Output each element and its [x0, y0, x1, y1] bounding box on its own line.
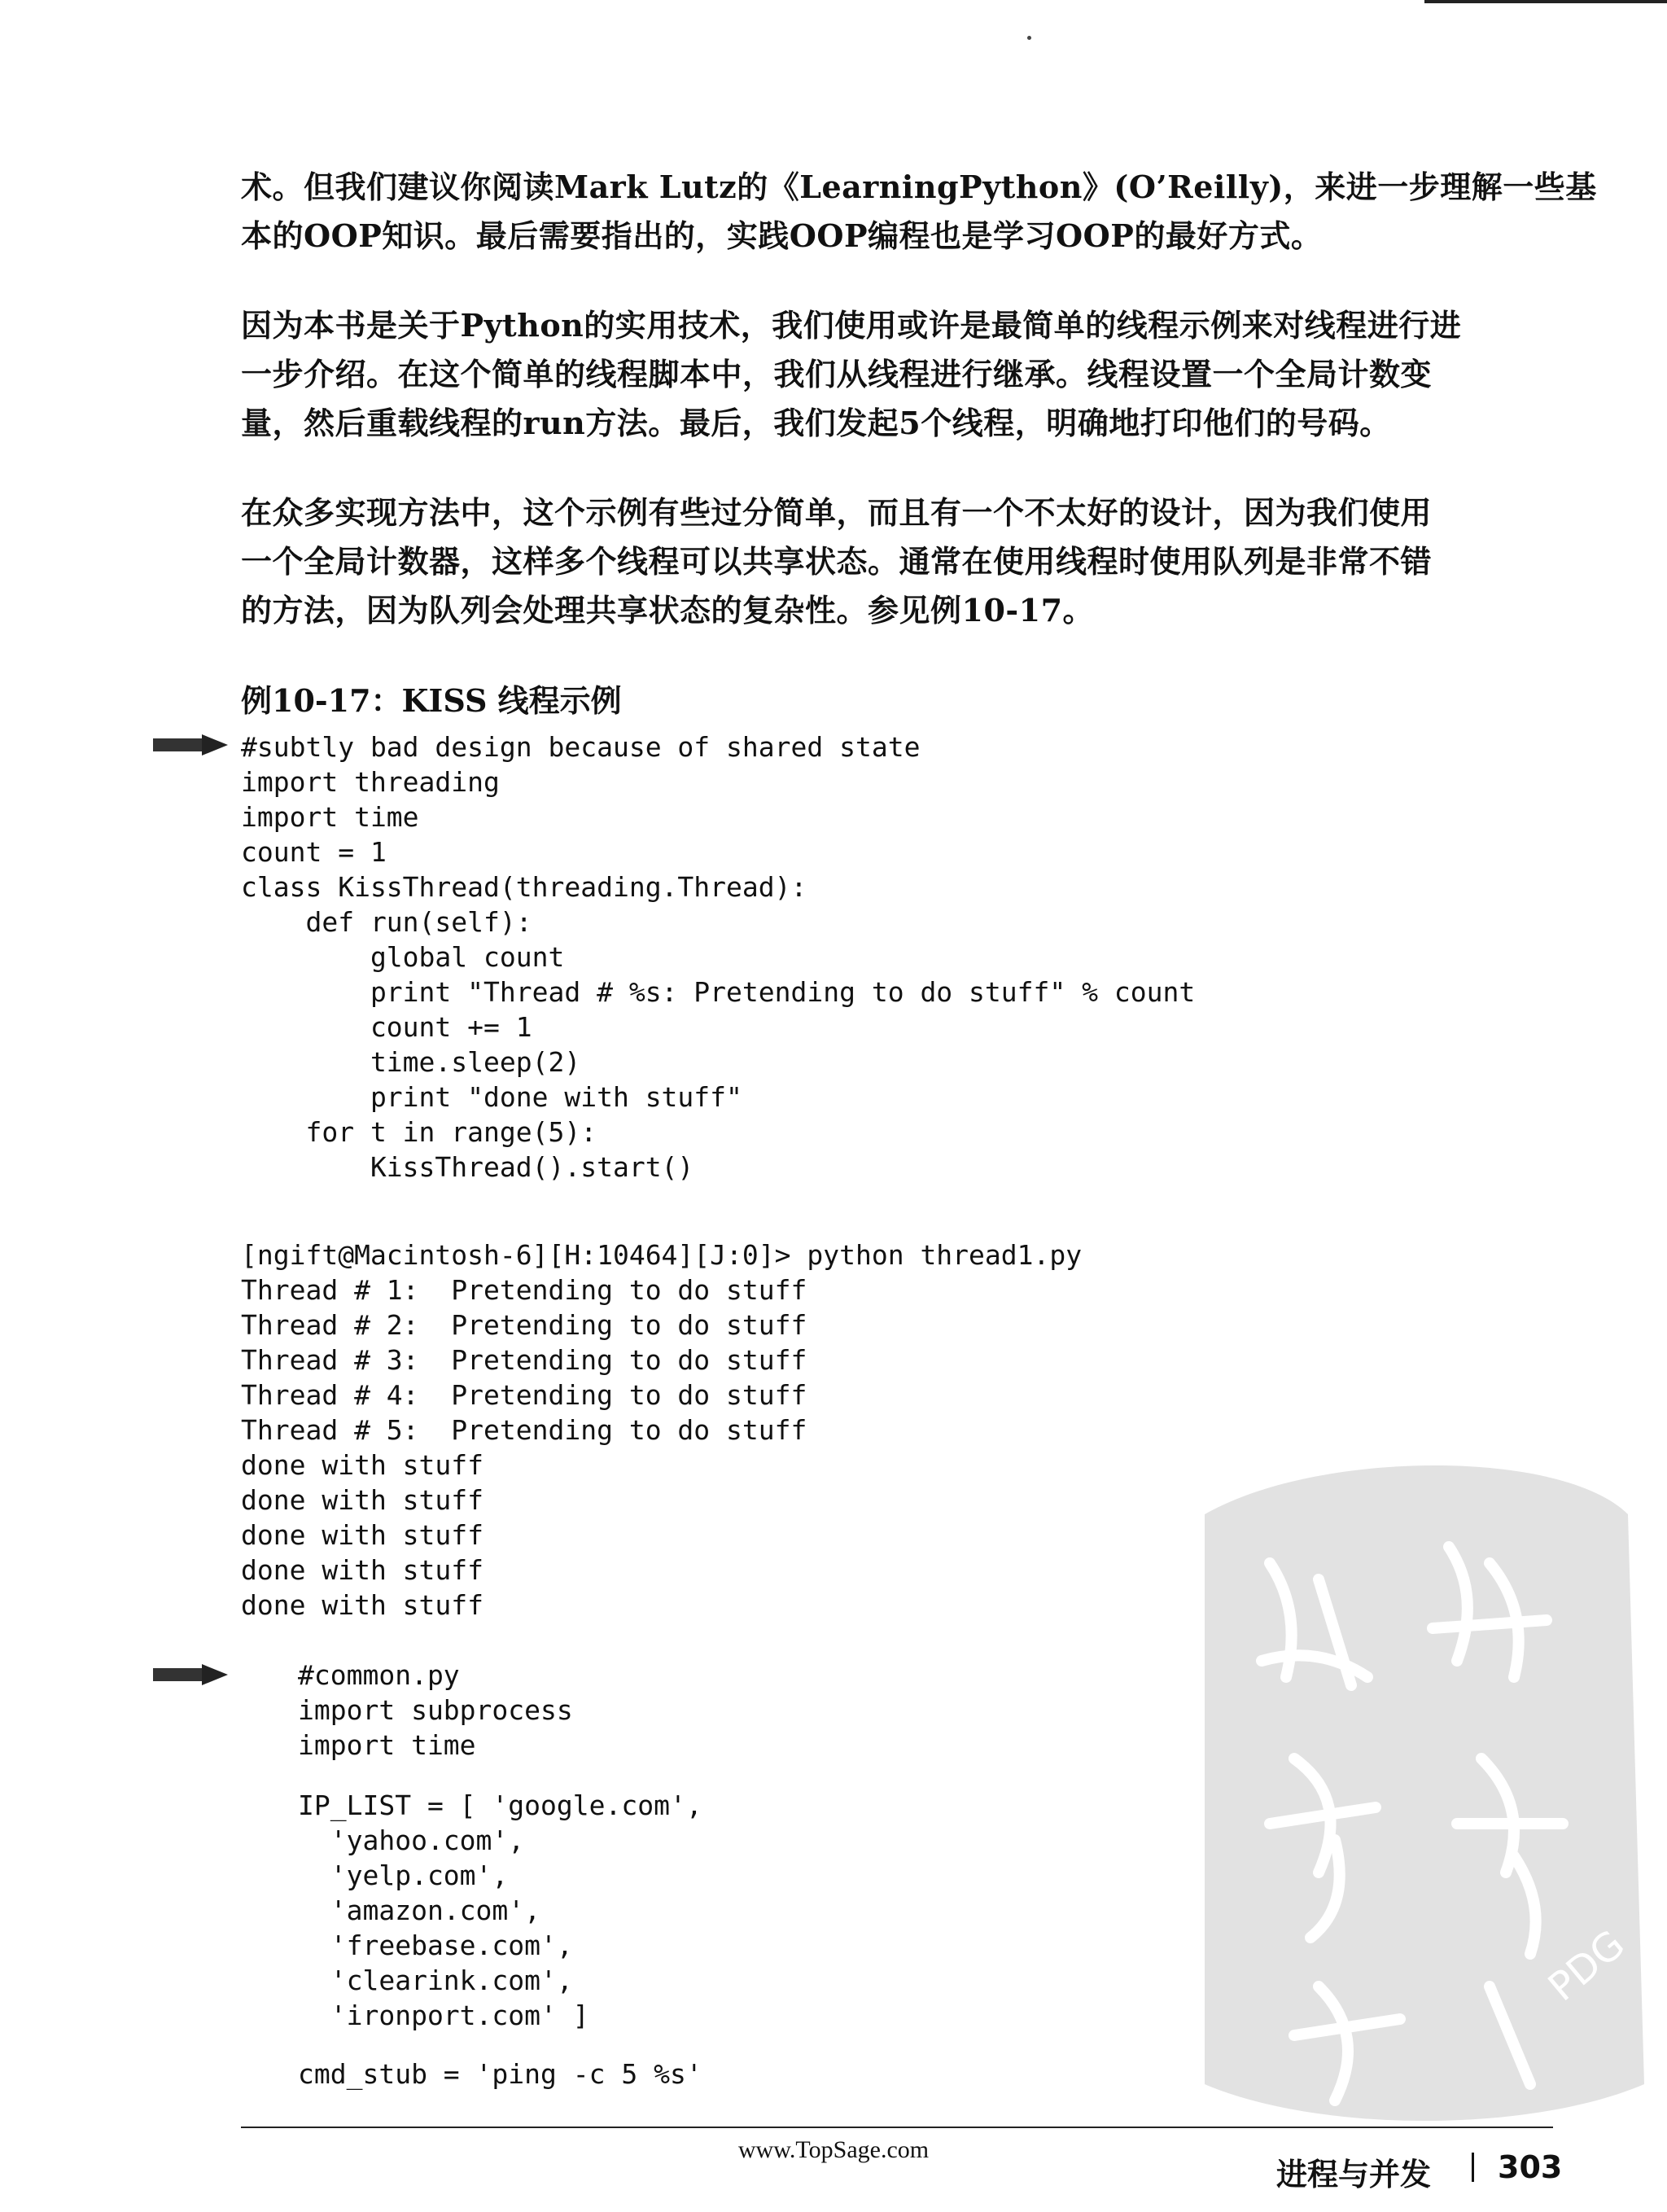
terminal-line: done with stuff — [241, 1449, 484, 1481]
code-line: global count — [241, 941, 565, 973]
terminal-output-block — [241, 1237, 1082, 1623]
paragraph-line: 在众多实现方法中，这个示例有些过分简单，而且有一个不太好的设计，因为我们使用 — [241, 494, 1433, 531]
code-line: 'yahoo.com', — [298, 1824, 525, 1856]
code-line: cmd_stub = 'ping -c 5 %s' — [298, 2058, 702, 2090]
terminal-line: Thread # 2: Pretending to do stuff — [241, 1309, 807, 1341]
code-block-ip-list — [298, 1788, 702, 2033]
code-line: time.sleep(2) — [241, 1046, 581, 1078]
terminal-line: Thread # 4: Pretending to do stuff — [241, 1379, 807, 1411]
code-line: for t in range(5): — [241, 1116, 597, 1148]
paragraph-line: 术。但我们建议你阅读Mark Lutz的《LearningPython》(O’Reilly)，来进一步理解一些基 — [241, 169, 1597, 205]
code-line: 'amazon.com', — [298, 1894, 541, 1926]
code-line: count += 1 — [241, 1011, 532, 1043]
code-line: 'yelp.com', — [298, 1859, 509, 1891]
seal-pdg-text: PDG — [1539, 1921, 1634, 2011]
paragraph-line: 本的OOP知识。最后需要指出的，实践OOP编程也是学习OOP的最好方式。 — [241, 217, 1323, 254]
code-line: #common.py — [298, 1659, 460, 1691]
paragraph-line: 的方法，因为队列会处理共享状态的复杂性。参见例10-17。 — [241, 592, 1095, 629]
footer-page-number: 303 — [1498, 2149, 1563, 2185]
code-line: 'ironport.com' ] — [298, 2000, 589, 2031]
terminal-line: Thread # 3: Pretending to do stuff — [241, 1344, 807, 1376]
code-line: count = 1 — [241, 836, 387, 868]
example-caption: 例10-17：KISS 线程示例 — [241, 682, 622, 719]
code-block-kiss-thread — [241, 729, 1195, 1185]
terminal-line: done with stuff — [241, 1484, 484, 1516]
arrow-marker-icon — [153, 734, 228, 756]
code-line: print "done with stuff" — [241, 1081, 742, 1113]
paragraph-line: 因为本书是关于Python的实用技术，我们使用或许是最简单的线程示例来对线程进行进 — [241, 307, 1462, 344]
code-block-common-imports — [298, 1658, 573, 1763]
paragraph-line: 一步介绍。在这个简单的线程脚本中，我们从线程进行继承。线程设置一个全局计数变 — [241, 356, 1433, 392]
code-line: import time — [298, 1729, 476, 1761]
code-line: 'clearink.com', — [298, 1965, 573, 1996]
terminal-line: done with stuff — [241, 1554, 484, 1586]
code-line: print "Thread # %s: Pretending to do stuff" % count — [241, 976, 1196, 1008]
code-line: class KissThread(threading.Thread): — [241, 871, 807, 903]
code-block-cmd-stub — [298, 2057, 702, 2092]
code-line: IP_LIST = [ 'google.com', — [298, 1789, 702, 1821]
code-line: import subprocess — [298, 1694, 573, 1726]
paragraph-line: 量，然后重载线程的run方法。最后，我们发起5个线程，明确地打印他们的号码。 — [241, 405, 1391, 441]
seal-watermark — [1107, 1417, 1660, 2149]
footer-chapter-title: 进程与并发 — [1276, 2157, 1432, 2192]
paragraph-line: 一个全局计数器，这样多个线程可以共享状态。通常在使用线程时使用队列是非常不错 — [241, 543, 1433, 580]
terminal-line: done with stuff — [241, 1519, 484, 1551]
footer-website: www.TopSage.com — [737, 2136, 930, 2163]
terminal-line: done with stuff — [241, 1589, 484, 1621]
code-line: import time — [241, 801, 419, 833]
paragraph-shared-state — [241, 488, 1560, 635]
footer-rule — [241, 2127, 1553, 2128]
code-line: #subtly bad design because of shared state — [241, 731, 921, 763]
terminal-line: Thread # 5: Pretending to do stuff — [241, 1414, 807, 1446]
code-line: KissThread().start() — [241, 1151, 694, 1183]
arrow-marker-icon — [153, 1664, 228, 1685]
terminal-line: [ngift@Macintosh-6][H:10464][J:0]> python thread1.py — [241, 1239, 1083, 1271]
code-line: 'freebase.com', — [298, 1929, 573, 1961]
code-line: def run(self): — [241, 906, 532, 938]
terminal-line: Thread # 1: Pretending to do stuff — [241, 1274, 807, 1306]
paragraph-thread-intro — [241, 301, 1560, 448]
code-line: import threading — [241, 766, 500, 798]
scan-speck — [1027, 36, 1031, 40]
footer-separator — [1472, 2153, 1474, 2182]
top-edge-rule — [1424, 0, 1667, 3]
paragraph-oop — [241, 163, 1597, 261]
